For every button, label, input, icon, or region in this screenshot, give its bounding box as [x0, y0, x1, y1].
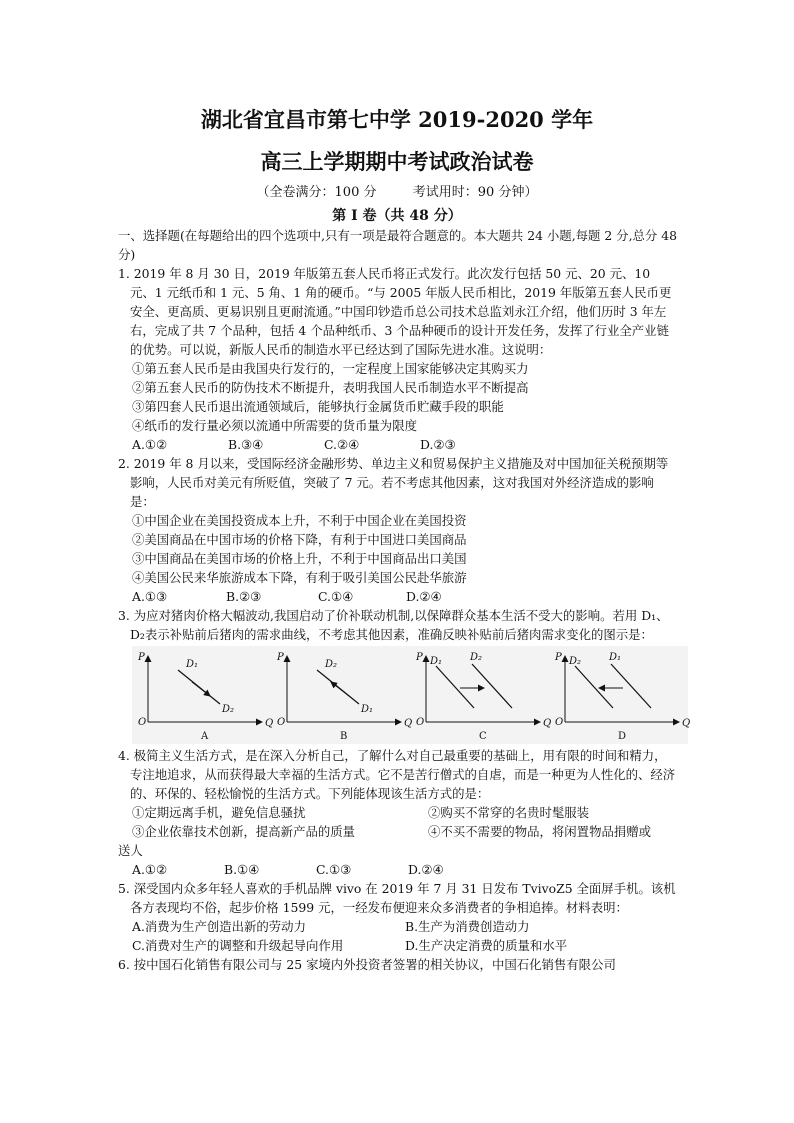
option-c: C.①③	[316, 862, 352, 877]
option-d: D.②④	[406, 589, 442, 604]
curve-label-bottom: D₁	[361, 704, 374, 715]
question-4-item: ④不买不需要的物品，将闲置物品捐赠或	[428, 824, 652, 839]
origin-label: O	[277, 717, 286, 728]
option-d: D.②④	[408, 862, 444, 877]
q-axis-label: Q	[265, 718, 274, 729]
option-d: D.生产决定消费的质量和水平	[405, 938, 568, 953]
question-1-options	[118, 435, 678, 454]
option-a: A.①②	[132, 437, 168, 452]
p-axis-label: P	[138, 652, 145, 663]
demand-curve-right	[472, 664, 512, 708]
curve-label-bottom: D₂	[222, 704, 235, 715]
question-2-item: ①中国企业在美国投资成本上升，不利于中国企业在美国投资	[132, 513, 467, 528]
p-axis-label: P	[277, 652, 284, 663]
option-b: B.①④	[224, 862, 260, 877]
p-axis-label: P	[416, 652, 423, 663]
curve-label-top: D₁	[186, 659, 199, 670]
question-1-item: ③第四套人民币退出流通领域后，能够执行金属货币贮藏手段的职能	[132, 399, 504, 414]
exam-duration: 考试用时：90 分钟）	[412, 185, 538, 200]
shift-arrow	[192, 682, 210, 696]
exam-meta	[0, 181, 794, 200]
question-4-items-row-1	[118, 803, 678, 822]
q-axis-label: Q	[404, 718, 413, 729]
question-5-stem: 5. 深受国内众多年轻人喜欢的手机品牌 vivo 在 2019 年 7 月 31 日发布 TvivoZ5 全面屏手机。该机各方表现均不俗，起步价格 1599 元，一经发布便迎来众多消费者的争相追捧。材料表明：	[118, 881, 676, 915]
question-4-item: ③企业依靠技术创新，提高新产品的质量	[132, 824, 356, 839]
origin-label: O	[555, 717, 564, 728]
demand-curve-left	[436, 666, 474, 708]
question-6-stem: 6. 按中国石化销售有限公司与 25 家境内外投资者签署的相关协议，中国石化销售有限公司	[118, 957, 616, 972]
curve-label-left: D₂	[569, 656, 582, 667]
question-4-item-continued: 送人	[118, 843, 143, 858]
question-4-options	[118, 860, 678, 879]
demand-curve-right	[611, 664, 651, 708]
origin-label: O	[416, 717, 425, 728]
option-b: B.②③	[226, 589, 262, 604]
question-1-item: ②第五套人民币的防伪技术不断提升，表明我国人民币制造水平不断提高	[132, 380, 529, 395]
p-axis-label: P	[555, 652, 562, 663]
question-4-stem: 4. 极简主义生活方式，是在深入分析自己，了解什么对自己最重要的基础上，用有限的时间和精力，专注地追求，从而获得最大幸福的生活方式。它不是苦行僧式的自虐，而是一种更为人性化的、经济的、环保的、轻松愉悦的生活方式。下列能体现该生活方式的是：	[118, 748, 676, 801]
option-a: A.①②	[132, 862, 168, 877]
option-b: B.③④	[228, 437, 264, 452]
question-4-item: ②购买不常穿的名贵时髦服装	[428, 805, 590, 820]
graph-label: A	[201, 731, 209, 742]
question-3-stem: 3. 为应对猪肉价格大幅波动,我国启动了价补联动机制,以保障群众基本生活不受大的影响。若用 D₁、D₂表示补贴前后猪肉的需求曲线，不考虑其他因素，准确反映补贴前后猪肉需求变化的图示是：	[118, 608, 669, 642]
q-axis-label: Q	[543, 718, 552, 729]
graph-label: C	[479, 731, 487, 742]
question-2-item: ②美国商品在中国市场的价格下降，有利于中国进口美国商品	[132, 532, 467, 547]
exam-title-school: 湖北省宜昌市第七中学 2019-2020 学年	[200, 107, 594, 132]
question-4-items-row-2	[118, 822, 678, 841]
question-5-options-row-2	[118, 936, 678, 955]
question-2-options	[118, 587, 678, 606]
question-5-options-row-1	[118, 917, 678, 936]
option-a: A.①③	[132, 589, 168, 604]
option-c: C.①④	[318, 589, 354, 604]
section-instructions: 一、选择题(在每题给出的四个选项中,只有一项是最符合题意的。本大题共 24 小题,每题 2 分,总分 48 分)	[118, 228, 677, 262]
question-1-item: ④纸币的发行量必须以流通中所需要的货币量为限度	[132, 418, 417, 433]
total-score: （全卷满分：100 分	[256, 185, 377, 200]
demand-curve-left	[575, 666, 613, 708]
curve-label-left: D₁	[430, 656, 443, 667]
demand-curve-graphs	[132, 646, 691, 744]
option-a: A.消费为生产创造出新的劳动力	[132, 919, 306, 934]
q-axis-label: Q	[682, 718, 691, 729]
question-1-item: ①第五套人民币是由我国央行发行的，一定程度上国家能够决定其购买力	[132, 361, 529, 376]
question-2-item: ③中国商品在美国市场的价格上升，不利于中国商品出口美国	[132, 551, 467, 566]
question-2-stem: 2. 2019 年 8 月以来，受国际经济金融形势、单边主义和贸易保护主义措施及对中国加征关税预期等影响，人民币对美元有所贬值，突破了 7 元。若不考虑其他因素，这对我国对外经济造成的影响是：	[118, 456, 669, 509]
exam-body	[118, 226, 691, 974]
origin-label: O	[138, 717, 147, 728]
option-c: C.②④	[324, 437, 360, 452]
question-2-item: ④美国公民来华旅游成本下降，有利于吸引美国公民赴华旅游	[132, 570, 467, 585]
graph-label: B	[340, 731, 348, 742]
shift-arrow	[331, 682, 349, 696]
question-4-item: ①定期远离手机，避免信息骚扰	[132, 805, 306, 820]
graph-label: D	[618, 731, 627, 742]
graphs-svg	[132, 646, 691, 744]
option-d: D.②③	[420, 437, 456, 452]
curve-label-right: D₂	[470, 652, 483, 663]
option-c: C.消费对生产的调整和升级起导向作用	[132, 938, 344, 953]
option-b: B.生产为消费创造动力	[405, 919, 530, 934]
part-title: 第 I 卷（共 48 分）	[332, 208, 462, 224]
exam-title-subject: 高三上学期期中考试政治试卷	[260, 149, 534, 174]
curve-label-top: D₂	[325, 659, 338, 670]
question-1-stem: 1. 2019 年 8 月 30 日，2019 年版第五套人民币将正式发行。此次发行包括 50 元、20 元、10 元、1 元纸币和 1 元、5 角、1 角的硬币。“与 2005 年版人民币相比，2019 年版第五套人民币更安全、更高质、更易识别且更耐流通。”中国印钞造币总公司技术总监刘永江介绍，他们历时 3 年左右，完成了共 7 个品种，包括 4 个品种纸币、3 个品种硬币的设计开发任务，发挥了行业全产业链的优势。可以说，新版人民币的制造水平已经达到了国际先进水准。这说明：	[118, 266, 672, 357]
curve-label-right: D₁	[609, 652, 622, 663]
